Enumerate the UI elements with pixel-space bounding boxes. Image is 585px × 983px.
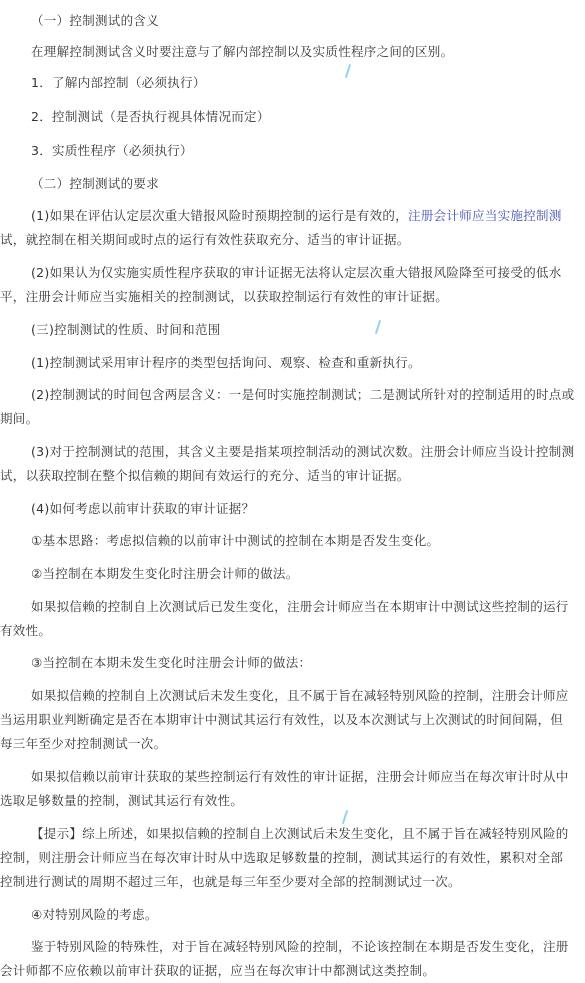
text-line: 鉴于特别风险的特殊性，对于旨在减轻特别风险的控制，不论该控制在本期是否发生变化，注册 <box>31 939 569 954</box>
heading-definition: （一）控制测试的含义 <box>31 13 160 28</box>
list-item-3: 3．实质性程序（必须执行） <box>31 143 193 158</box>
heading-requirements: （二）控制测试的要求 <box>31 176 160 191</box>
paragraph-intro: 在理解控制测试含义时要注意与了解内部控制以及实质性程序之间的区别。 <box>31 44 454 59</box>
text-line: 平，注册会计师应当实施相关的控制测试，以获取控制运行有效性的审计证据。 <box>0 289 449 304</box>
text-line: (2)如果认为仅实施实质性程序获取的审计证据无法将认定层次重大错报风险降至可接受的低水 <box>31 265 562 280</box>
text-line: 期间。 <box>0 411 39 426</box>
list-item-1: 1．了解内部控制（必须执行） <box>31 75 206 90</box>
text-line-plain: (1)如果在评估认定层次重大错报风险时预期控制的运行是有效的， <box>31 208 409 223</box>
text-line: 选取足够数量的控制，测试其运行有效性。 <box>0 793 244 808</box>
text-line: 【提示】综上所述，如果拟信赖的控制自上次测试后未发生变化，且不属于旨在减轻特别风险的 <box>31 826 569 841</box>
paragraph-changed-control: ②当控制在本期发生变化时注册会计师的做法。 <box>31 566 299 581</box>
text-line: 如果拟信赖的控制自上次测试后未发生变化，且不属于旨在减轻特别风险的控制，注册会计师应 <box>31 688 569 703</box>
text-line: 试，以获取控制在整个拟信赖的期间有效运行的充分、适当的审计证据。 <box>0 468 410 483</box>
text-line: 当运用职业判断确定是否在本期审计中测试其运行有效性，以及本次测试与上次测试的时间间隔，但 <box>0 712 564 727</box>
text-line: 如果拟信赖以前审计获取的某些控制运行有效性的审计证据，注册会计师应当在每次审计时从中 <box>31 769 569 784</box>
text-line: 试，就控制在相关期间或时点的运行有效性获取充分、适当的审计证据。 <box>0 232 410 247</box>
paragraph-nature: (1)控制测试采用审计程序的类型包括询问、观察、检查和重新执行。 <box>31 355 421 370</box>
list-item-2: 2．控制测试（是否执行视具体情况而定） <box>31 109 270 124</box>
text-line: 控制，则注册会计师应当在每次审计时从中选取足够数量的控制，测试其运行的有效性，累积对全部 <box>0 850 564 865</box>
text-line: 如果拟信赖的控制自上次测试后已发生变化，注册会计师应当在本期审计中测试这些控制的运行 <box>31 599 569 614</box>
text-line: (2)控制测试的时间包含两层含义：一是何时实施控制测试；二是测试所针对的控制适用的时点或 <box>31 387 575 402</box>
heading-nature-timing-extent: (三)控制测试的性质、时间和范围 <box>31 322 221 337</box>
text-line: 有效性。 <box>0 623 52 638</box>
text-line: 每三年至少对控制测试一次。 <box>0 736 167 751</box>
text-line: (3)对于控制测试的范围，其含义主要是指某项控制活动的测试次数。注册会计师应当设计控制测 <box>31 444 575 459</box>
paragraph-unchanged-control: ③当控制在本期未发生变化时注册会计师的做法： <box>31 655 312 670</box>
text-line: 控制进行测试的周期不超过三年，也就是每三年至少要对全部的控制测试过一次。 <box>0 874 461 889</box>
paragraph-special-risk: ④对特别风险的考虑。 <box>31 907 158 922</box>
highlighted-text: 注册会计师应当实施控制测 <box>408 208 562 223</box>
text-line: 会计师都不应依赖以前审计获取的证据，应当在每次审计中都测试这类控制。 <box>0 963 436 978</box>
text-line <box>0 203 575 228</box>
paragraph-basic-idea: ①基本思路：考虑拟信赖的以前审计中测试的控制在本期是否发生变化。 <box>31 533 440 548</box>
paragraph-prior-audit: (4)如何考虑以前审计获取的审计证据？ <box>31 501 255 516</box>
